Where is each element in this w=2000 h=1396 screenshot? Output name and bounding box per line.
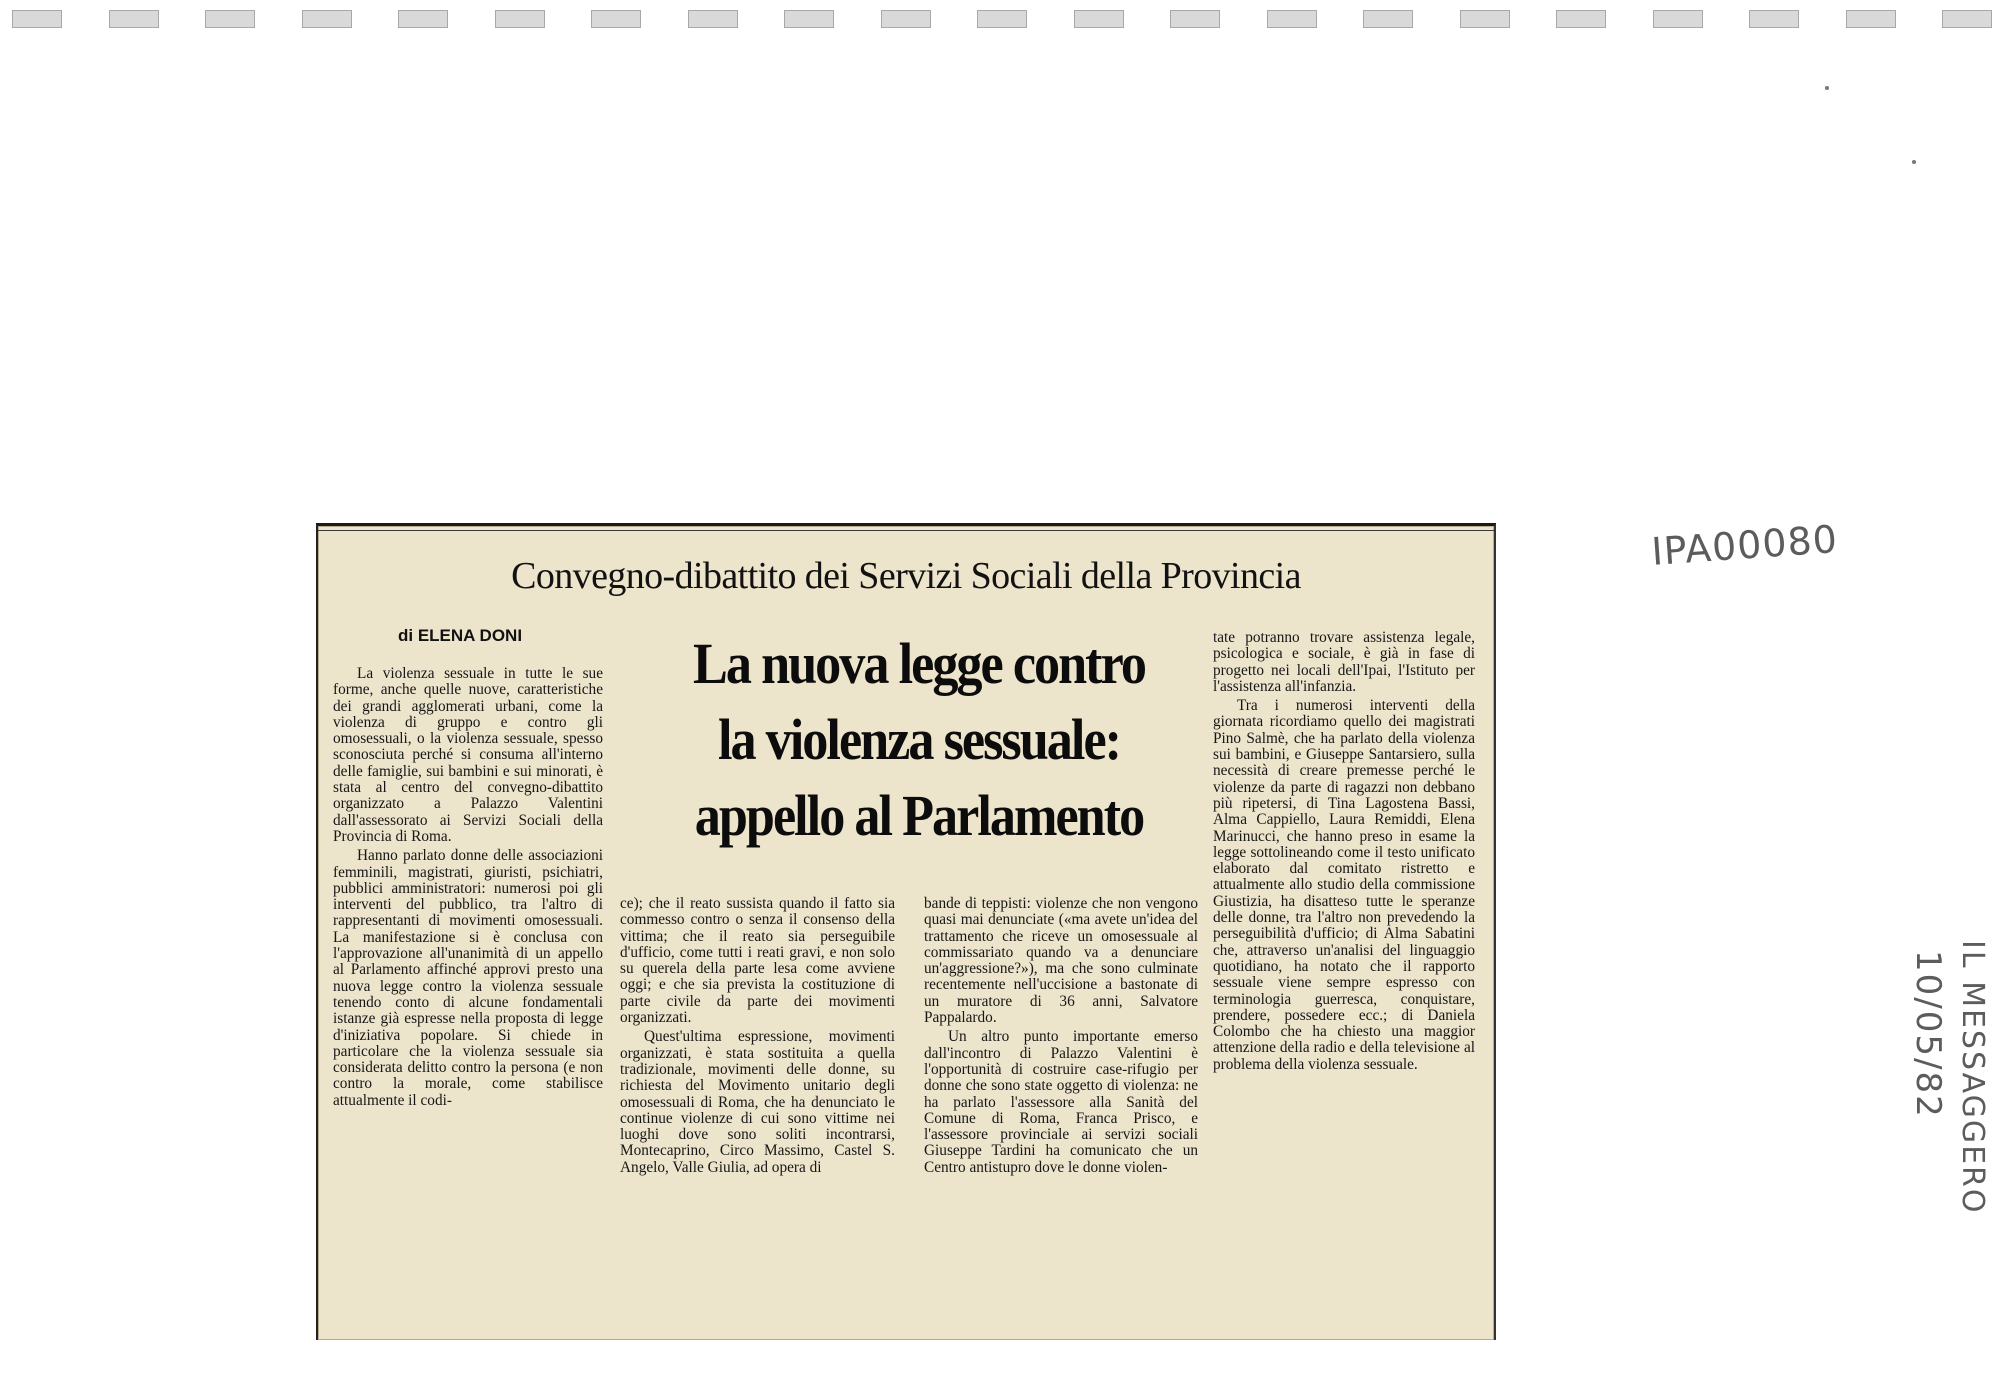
article-headline	[646, 626, 1191, 854]
punch-hole	[1363, 10, 1413, 28]
headline-line: la violenza sessuale:	[717, 707, 1121, 772]
punch-hole	[1170, 10, 1220, 28]
clipping-top-rule	[318, 530, 1494, 531]
dust-speck	[1825, 86, 1829, 90]
punch-hole	[1460, 10, 1510, 28]
punch-hole	[398, 10, 448, 28]
article-column-1	[333, 666, 603, 1109]
punch-hole	[1267, 10, 1317, 28]
punch-hole	[1749, 10, 1799, 28]
article-byline: di ELENA DONI	[398, 626, 523, 645]
punch-hole	[302, 10, 352, 28]
article-kicker: Convegno-dibattito dei Servizi Sociali della Provincia	[511, 555, 1301, 597]
punch-hole	[1653, 10, 1703, 28]
punch-hole	[12, 10, 62, 28]
punch-hole	[495, 10, 545, 28]
dust-speck	[1912, 160, 1916, 164]
handwritten-publication-name: IL MESSAGGERO	[1955, 940, 1990, 1215]
article-paragraph: ce); che il reato sussista quando il fatto sia commesso contro o senza il consenso della vittima; che il reato sia perseguibile d'ufficio, come tutti i reati gravi, e non solo su querela della parte lesa come avviene oggi; e che sia prevista la costituzione di parte civile da parte dei movimenti organizzati.	[620, 895, 895, 1027]
punch-hole	[977, 10, 1027, 28]
punch-hole	[688, 10, 738, 28]
article-paragraph: Un altro punto importante emerso dall'incontro di Palazzo Valentini è l'opportunità di costruire case-rifugio per donne che sono state oggetto di violenza: ne ha parlato l'assessore alla Sanità del Comune di Roma, Franca Prisco, e l'assessore provinciale ai servizi sociali Giuseppe Tardini ha comunicato che un Centro antistupro dove le donne violen-	[924, 1028, 1198, 1176]
article-column-2	[620, 896, 895, 1176]
handwritten-date: 10/05/82	[1908, 950, 1948, 1119]
handwritten-archive-code: IPA00080	[1650, 516, 1840, 574]
punch-hole	[591, 10, 641, 28]
article-paragraph: bande di teppisti: violenze che non vengono quasi mai denunciate («ma avete un'idea del trattamento che riceve un omosessuale al commissariato quando va a denunciare un'aggressione?»), ma che sono culminate recentemente nell'uccisione a bastonate di un muratore di 36 anni, Salvatore Pappalardo.	[924, 895, 1198, 1027]
headline-line: La nuova legge contro	[693, 631, 1145, 696]
article-paragraph: Tra i numerosi interventi della giornata ricordiamo quello dei magistrati Pino Salmè, che ha parlato della violenza sui bambini, e Giuseppe Santarsiero, sulla necessità di creare premesse perché le violenze da parte di ragazzi non debbano più ripetersi, di Tina Lagostena Bassi, Alma Cappiello, Laura Remiddi, Elena Marinucci, che hanno preso in esame la legge sottolineando come il testo unificato elaborato dal comitato ristretto e attualmente allo studio della commissione Giustizia, ha disatteso tutte le speranze delle donne, tra l'altro non prevedendo la perseguibilità d'ufficio; di Alma Sabatini che, attraverso un'analisi del linguaggio quotidiano, ha notato che il rapporto sessuale viene sempre espresso con terminologia guerresca, conquistare, prendere, possedere ecc.; di Daniela Colombo che ha chiesto una maggior attenzione della radio e della televisione al problema della violenza sessuale.	[1213, 697, 1475, 1073]
article-paragraph: tate potranno trovare assistenza legale, psicologica e sociale, è già in fase di progetto nei locali dell'Ipai, l'Istituto per l'assistenza all'infanzia.	[1213, 629, 1475, 695]
newspaper-clipping	[316, 523, 1496, 1340]
punch-hole	[1942, 10, 1992, 28]
article-column-3	[924, 896, 1198, 1176]
article-paragraph: Quest'ultima espressione, movimenti organizzati, è stata sostituita a quella tradizionale, movimenti delle donne, su richiesta del Movimento unitario degli omosessuali di Roma, che ha denunciato le continue violenze di cui sono vittime nei luoghi dove sono soliti incontrarsi, Montecaprino, Circo Massimo, Castel S. Angelo, Valle Giulia, ad opera di	[620, 1028, 895, 1176]
punch-hole	[109, 10, 159, 28]
headline-line: appello al Parlamento	[694, 783, 1144, 848]
article-paragraph: La violenza sessuale in tutte le sue forme, anche quelle nuove, caratteristiche dei grandi agglomerati urbani, come la violenza di gruppo e contro gli omosessuali, o la violenza sessuale, spesso sconosciuta perché si consuma all'interno delle famiglie, sui bambini e sui minorati, è stata al centro del convegno-dibattito organizzato a Palazzo Valentini dall'assessorato ai Servizi Sociali della Provincia di Roma.	[333, 665, 603, 845]
punch-hole	[205, 10, 255, 28]
article-column-4	[1213, 630, 1475, 1073]
punch-hole	[1846, 10, 1896, 28]
punch-hole	[881, 10, 931, 28]
article-paragraph: Hanno parlato donne delle associazioni femminili, magistrati, giuristi, psichiatri, pubblici amministratori: numerosi poi gli interventi del pubblico, tra l'altro di rappresentanti di movimenti omosessuali. La manifestazione si è conclusa con l'approvazione all'unanimità di un appello al Parlamento affinché approvi presto una nuova legge contro la violenza sessuale tenendo conto di alcune fondamentali istanze già espresse nella proposta di legge d'iniziativa popolare. Si chiede in particolare che la violenza sessuale sia considerata delitto contro la persona (e non contro la morale, come stabilisce attualmente il codi-	[333, 847, 603, 1109]
punch-hole-strip	[0, 10, 2000, 32]
punch-hole	[1074, 10, 1124, 28]
punch-hole	[784, 10, 834, 28]
punch-hole	[1556, 10, 1606, 28]
